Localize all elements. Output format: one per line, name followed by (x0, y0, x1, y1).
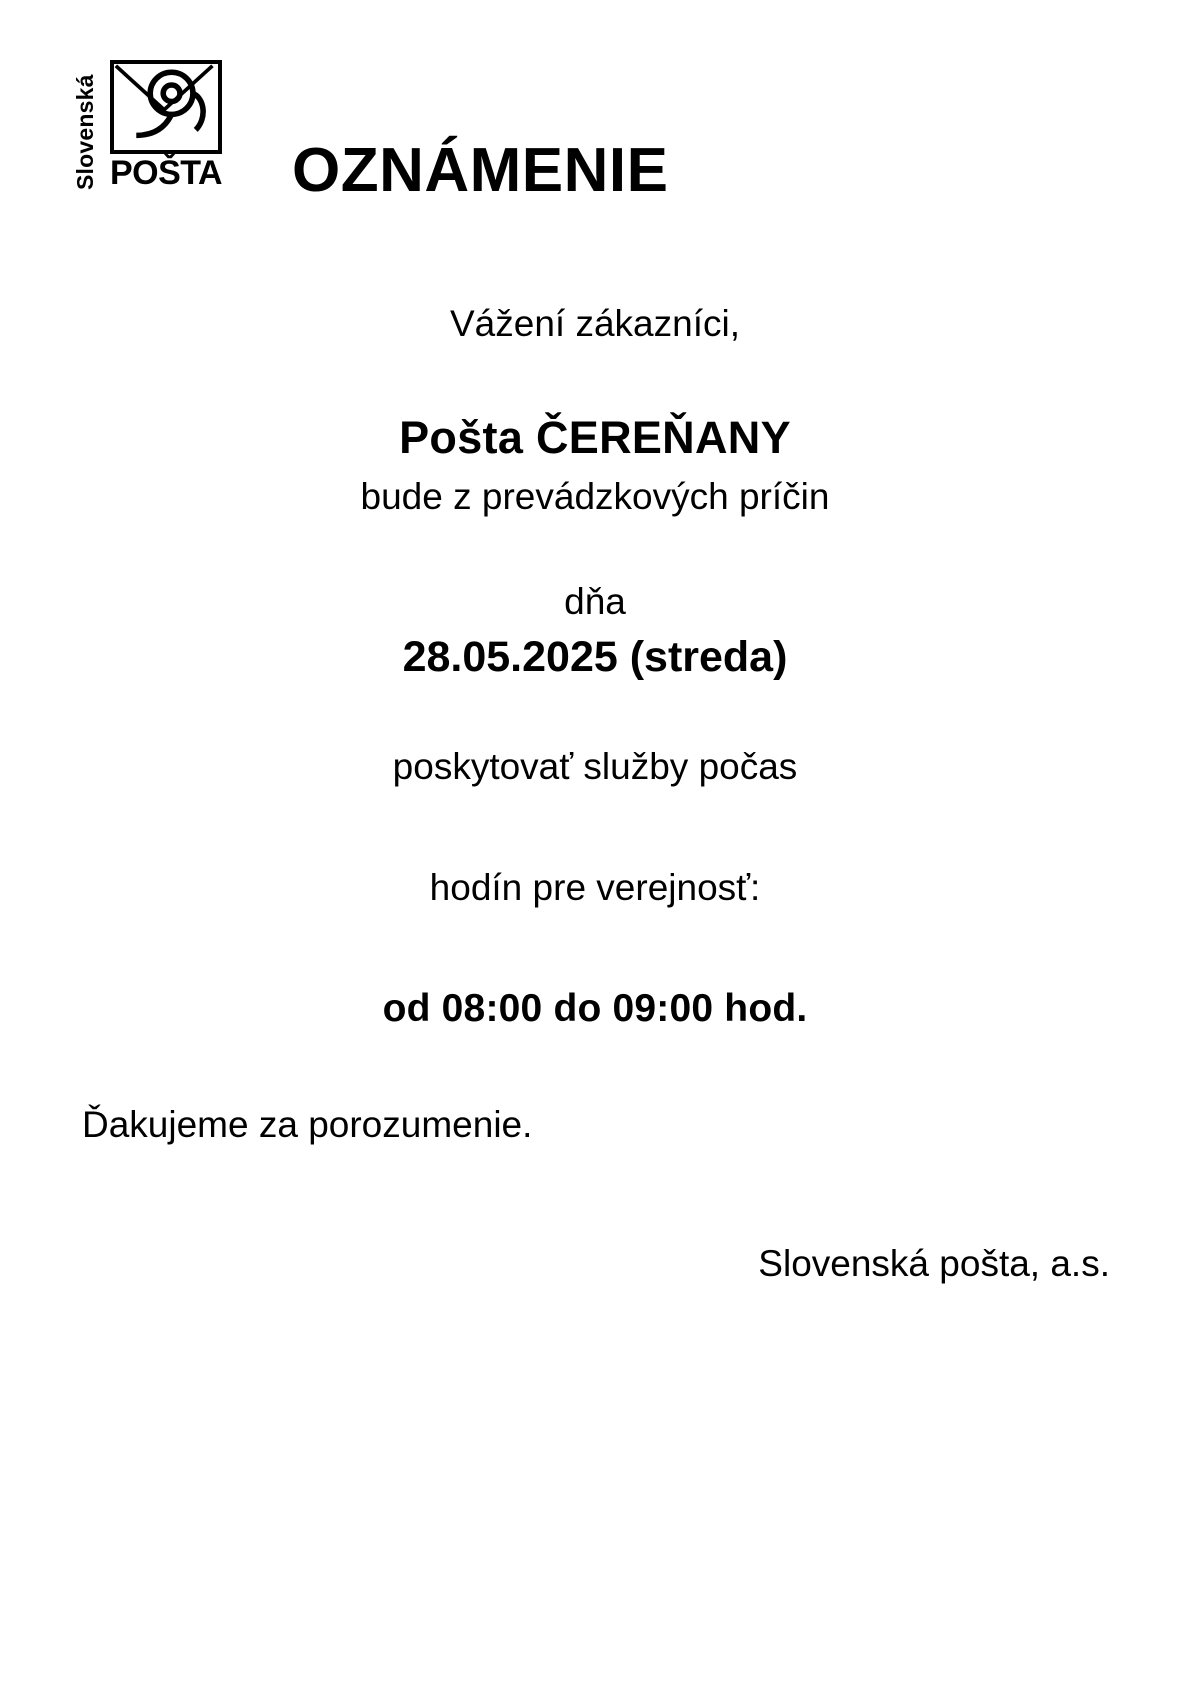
date-text: 28.05.2025 (streda) (402, 632, 788, 681)
thanks-text: Ďakujeme za porozumenie. (82, 1104, 533, 1145)
reason-text: bude z prevádzkových príčin (360, 475, 830, 517)
slovak-post-horn-icon (110, 60, 222, 154)
day-label-text: dňa (564, 581, 626, 623)
logo-vertical-label: Slovenská (72, 74, 98, 190)
greeting-text: Vážení zákazníci, (450, 303, 740, 344)
signature-text: Slovenská pošta, a.s. (758, 1243, 1110, 1284)
notice-body (0, 300, 1190, 1034)
slovak-post-logo (72, 60, 224, 200)
office-name-text: Pošta ČEREŇANY (399, 412, 791, 464)
page-title: OZNÁMENIE (292, 136, 669, 205)
opening-hours-text: od 08:00 do 09:00 hod. (382, 987, 808, 1031)
logo-vertical-text (72, 66, 106, 194)
hours-intro-line2: hodín pre verejnosť: (429, 866, 761, 908)
document-header (0, 52, 1190, 205)
hours-intro-line1: poskytovať služby počas (392, 745, 798, 787)
logo-wordmark: POŠTA (110, 154, 223, 192)
